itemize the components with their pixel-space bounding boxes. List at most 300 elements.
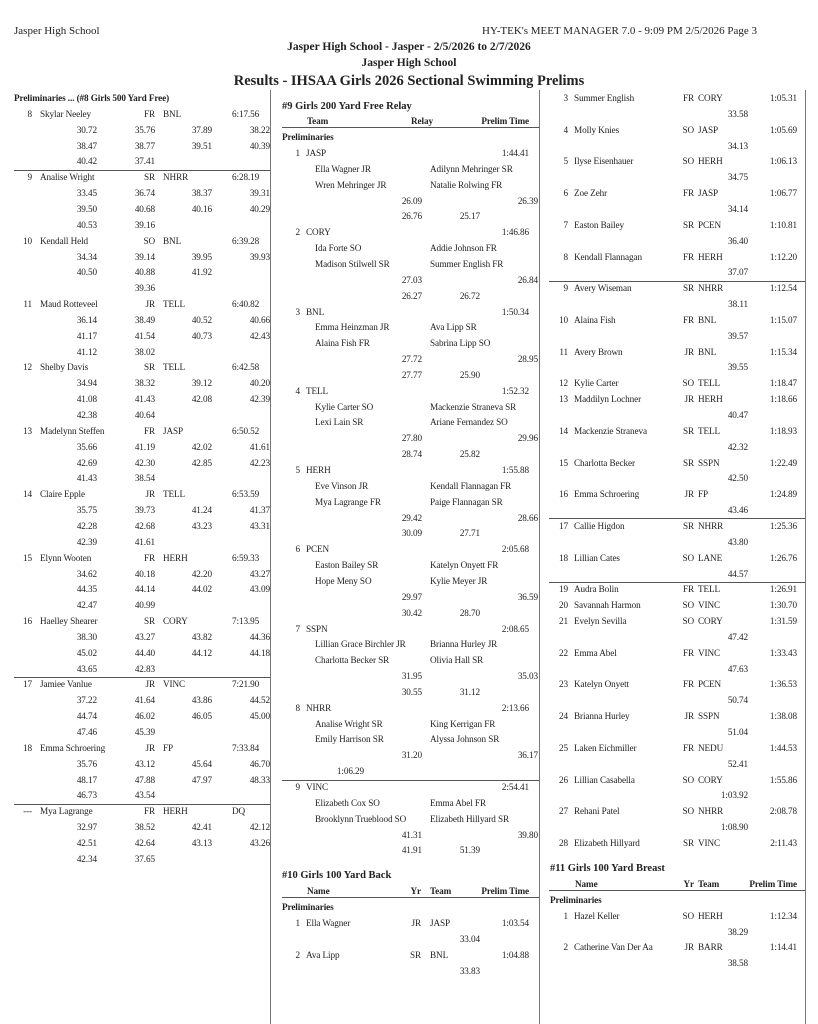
relay-team: TELL xyxy=(306,385,329,396)
split-time: 39.73 xyxy=(134,505,155,516)
split-time: 36.74 xyxy=(134,188,155,199)
separator-line xyxy=(549,518,805,519)
split-time: 31.12 xyxy=(459,686,480,697)
split-time: 37.41 xyxy=(134,156,155,167)
split-time: 44.36 xyxy=(249,631,270,642)
swimmer-name: Mackenzie Straneva xyxy=(574,425,647,436)
prelim-time: 1:38.08 xyxy=(769,711,797,722)
prelim-time: 1:12.34 xyxy=(769,910,797,921)
split-time: 43.31 xyxy=(249,520,270,531)
relay-time: 2:54.41 xyxy=(501,782,529,792)
prelim-time: 1:22.49 xyxy=(769,457,797,468)
team-code: CORY xyxy=(163,616,188,627)
split-time: 31.20 xyxy=(401,750,422,761)
split-time: 47.63 xyxy=(727,663,748,674)
team-code: TELL xyxy=(698,584,721,595)
relay-swimmer: Emma Abel FR xyxy=(430,797,486,808)
split-time: 42.34 xyxy=(76,853,97,864)
split-time: 40.64 xyxy=(134,410,155,420)
place: 2 xyxy=(563,942,568,953)
split-time: 42.30 xyxy=(134,457,155,468)
split-time: 42.41 xyxy=(191,822,212,833)
split-time: 45.64 xyxy=(191,758,212,769)
swimmer-year: JR xyxy=(145,489,155,500)
relay-time: 2:08.65 xyxy=(501,623,529,634)
place: 14 xyxy=(23,489,32,500)
split-time: 38.52 xyxy=(134,822,155,833)
team-code: CORY xyxy=(698,93,723,103)
split-time: 39.80 xyxy=(517,829,538,840)
team-code: HERH xyxy=(163,806,188,817)
place: 11 xyxy=(559,346,568,357)
split-time: 43.27 xyxy=(134,631,155,642)
place: 24 xyxy=(559,711,568,722)
prelim-time: 1:26.76 xyxy=(769,552,797,563)
split-time: 41.24 xyxy=(191,505,212,516)
team-code: TELL xyxy=(163,489,186,500)
prelim-time: 7:13.95 xyxy=(232,616,260,627)
split-time: 38.22 xyxy=(249,124,270,135)
swimmer-name: Savannah Harmon xyxy=(574,600,641,611)
header-underline xyxy=(549,890,805,891)
swimmer-year: SO xyxy=(682,600,694,611)
relay-swimmer: Analise Wright SR xyxy=(315,718,383,729)
split-time: 34.14 xyxy=(727,203,748,214)
split-time: 44.35 xyxy=(76,584,97,595)
split-time: 41.61 xyxy=(249,441,270,452)
swimmer-year: FR xyxy=(682,314,694,325)
team-code: LANE xyxy=(698,552,723,563)
relay-team: NHRR xyxy=(306,702,332,713)
relay-swimmer: King Kerrigan FR xyxy=(430,718,496,729)
team-code: HERH xyxy=(698,251,723,262)
split-time: 42.28 xyxy=(76,520,97,531)
split-time: 43.26 xyxy=(249,837,270,848)
split-time: 36.59 xyxy=(517,591,538,602)
split-time: 33.83 xyxy=(459,965,480,976)
split-time: 34.62 xyxy=(76,568,97,579)
split-time: 37.22 xyxy=(76,695,97,706)
swimmer-name: Lillian Cates xyxy=(574,552,620,563)
swimmer-year: SO xyxy=(682,124,694,135)
swimmer-name: Mya Lagrange xyxy=(40,806,93,817)
split-time: 44.40 xyxy=(134,647,155,658)
split-time: 42.43 xyxy=(249,330,270,341)
place: 15 xyxy=(23,552,32,563)
relay-time: 1:55.88 xyxy=(501,465,529,475)
place: 7 xyxy=(295,623,300,634)
split-time: 41.08 xyxy=(76,394,97,405)
swimmer-name: Zoe Zehr xyxy=(574,188,608,199)
relay-time: 1:46.86 xyxy=(501,227,529,238)
column-header-yr: Yr xyxy=(410,886,421,897)
split-time: 41.92 xyxy=(191,267,212,278)
split-time: 33.58 xyxy=(727,108,748,119)
column-header-name: Name xyxy=(575,878,598,889)
split-time: 40.42 xyxy=(76,156,97,167)
swimmer-name: Callie Higdon xyxy=(574,520,625,531)
swimmer-year: SR xyxy=(682,219,694,230)
split-time: 48.33 xyxy=(249,774,270,785)
prelim-time: 1:15.07 xyxy=(769,314,797,325)
split-time: 30.55 xyxy=(401,686,422,697)
split-time: 47.97 xyxy=(191,774,212,785)
prelim-time: 6:39.28 xyxy=(232,235,260,246)
relay-swimmer: Ella Wagner JR xyxy=(315,163,371,174)
team-code: NHRR xyxy=(163,172,189,183)
split-time: 1:06.29 xyxy=(336,766,364,777)
swimmer-year: FR xyxy=(682,251,694,262)
event-title: #10 Girls 100 Yard Back xyxy=(282,870,392,882)
split-time: 43.23 xyxy=(191,520,212,531)
section-label: Preliminaries xyxy=(550,894,602,905)
relay-swimmer: Adilynn Mehringer SR xyxy=(430,163,513,174)
column-divider-2 xyxy=(539,90,540,1024)
swimmer-year: JR xyxy=(411,918,421,929)
split-time: 39.57 xyxy=(727,330,748,341)
team-code: TELL xyxy=(698,378,721,389)
swimmer-name: Skylar Neeley xyxy=(40,108,91,119)
split-time: 26.39 xyxy=(517,195,538,206)
swimmer-name: Evelyn Sevilla xyxy=(574,616,627,627)
place: 18 xyxy=(559,552,568,563)
prelim-time: 6:28.19 xyxy=(232,172,260,183)
split-time: 40.18 xyxy=(134,568,155,579)
prelim-time: 1:15.34 xyxy=(769,346,797,357)
relay-swimmer: Brooklynn Trueblood SO xyxy=(315,813,407,824)
split-time: 40.20 xyxy=(249,378,270,389)
prelim-time: 1:12.20 xyxy=(769,251,797,262)
prelim-time: 1:18.66 xyxy=(769,394,797,405)
swimmer-year: SR xyxy=(409,949,421,960)
split-time: 41.19 xyxy=(134,441,155,452)
swimmer-name: Brianna Hurley xyxy=(574,711,630,722)
place: 16 xyxy=(23,616,32,627)
split-time: 27.80 xyxy=(401,433,422,444)
place: 27 xyxy=(559,806,568,817)
split-time: 37.65 xyxy=(134,853,155,864)
split-time: 26.84 xyxy=(517,274,538,285)
swimmer-year: SO xyxy=(682,774,694,785)
split-time: 42.64 xyxy=(134,837,155,848)
split-time: 25.90 xyxy=(459,369,480,380)
swimmer-year: SR xyxy=(682,837,694,848)
relay-swimmer: Emma Heinzman JR xyxy=(315,322,390,333)
split-time: 28.95 xyxy=(517,354,538,365)
prelim-time: 1:18.47 xyxy=(769,378,797,389)
relay-swimmer: Kylie Meyer JR xyxy=(430,575,488,586)
event-continued-label: Preliminaries ... (#8 Girls 500 Yard Free) xyxy=(14,93,170,103)
relay-time: 2:05.68 xyxy=(501,544,529,555)
split-time: 41.12 xyxy=(76,346,97,357)
split-time: 40.39 xyxy=(249,140,270,151)
swimmer-year: SO xyxy=(682,616,694,627)
split-time: 41.54 xyxy=(134,330,155,341)
place: 10 xyxy=(559,314,568,325)
swimmer-year: SR xyxy=(682,457,694,468)
relay-swimmer: Summer English FR xyxy=(430,258,504,269)
relay-swimmer: Ava Lipp SR xyxy=(430,322,477,333)
team-code: JASP xyxy=(698,124,719,135)
split-time: 43.13 xyxy=(191,837,212,848)
team-code: BARR xyxy=(698,942,723,953)
split-time: 30.09 xyxy=(401,528,422,539)
split-time: 41.37 xyxy=(249,505,270,516)
swimmer-name: Kendall Held xyxy=(40,235,89,246)
relay-swimmer: Eve Vinson JR xyxy=(315,480,369,491)
split-time: 35.66 xyxy=(76,441,97,452)
swimmer-name: Alaina Fish xyxy=(574,314,616,325)
prelim-time: 6:40.82 xyxy=(232,299,260,310)
team-code: BNL xyxy=(163,235,182,246)
prelim-time: 6:50.52 xyxy=(232,425,260,436)
relay-swimmer: Ariane Fernandez SO xyxy=(430,417,508,428)
split-time: 41.91 xyxy=(401,845,422,856)
swimmer-year: JR xyxy=(684,489,694,500)
split-time: 28.74 xyxy=(401,449,422,460)
prelim-time: 1:03.54 xyxy=(501,918,529,929)
split-time: 43.80 xyxy=(727,536,748,547)
swimmer-name: Ava Lipp xyxy=(306,949,340,960)
prelim-time: 1:26.91 xyxy=(769,584,797,595)
place: 15 xyxy=(559,457,568,468)
split-time: 33.04 xyxy=(459,933,480,944)
place: 25 xyxy=(559,742,568,753)
column-header-name: Name xyxy=(307,886,330,897)
swimmer-name: Avery Wiseman xyxy=(574,283,632,294)
split-time: 51.04 xyxy=(727,727,748,737)
team-code: HERH xyxy=(698,910,723,921)
swimmer-name: Elynn Wooten xyxy=(40,552,92,563)
split-time: 40.99 xyxy=(134,600,155,611)
split-time: 43.82 xyxy=(191,631,212,642)
split-time: 27.03 xyxy=(401,274,422,285)
prelim-time: 1:30.70 xyxy=(769,600,797,611)
team-code: BNL xyxy=(698,314,717,325)
split-time: 43.86 xyxy=(191,695,212,706)
place: 6 xyxy=(563,188,568,199)
split-time: 41.17 xyxy=(76,330,97,341)
split-time: 28.70 xyxy=(459,607,480,618)
split-time: 26.27 xyxy=(401,290,422,301)
swimmer-year: FR xyxy=(682,188,694,199)
swimmer-name: Kylie Carter xyxy=(574,378,619,389)
split-time: 40.73 xyxy=(191,330,212,341)
split-time: 38.49 xyxy=(134,314,155,325)
split-time: 30.42 xyxy=(401,607,422,618)
split-time: 48.17 xyxy=(76,774,97,785)
swimmer-name: Charlotta Becker xyxy=(574,457,635,468)
swimmer-name: Elizabeth Hillyard xyxy=(574,837,640,848)
split-time: 46.73 xyxy=(76,790,97,801)
swimmer-year: JR xyxy=(145,299,155,310)
place: 28 xyxy=(559,837,568,848)
team-code: TELL xyxy=(163,362,186,373)
split-time: 42.83 xyxy=(134,663,155,674)
split-time: 40.47 xyxy=(727,410,748,420)
split-time: 26.76 xyxy=(401,211,422,222)
swimmer-name: Haelley Shearer xyxy=(40,616,98,627)
split-time: 38.54 xyxy=(134,473,155,484)
prelim-time: 1:12.54 xyxy=(769,283,797,294)
split-time: 46.05 xyxy=(191,711,212,722)
column-divider-1 xyxy=(270,90,271,1024)
split-time: 35.75 xyxy=(76,505,97,516)
split-time: 38.29 xyxy=(727,926,748,937)
swimmer-name: Maud Rotteveel xyxy=(40,299,98,310)
team-code: VINC xyxy=(698,600,721,611)
split-time: 42.38 xyxy=(76,410,97,420)
team-code: BNL xyxy=(698,346,717,357)
results-title: Results - IHSAA Girls 2026 Sectional Swimming Prelims xyxy=(233,73,585,89)
team-code: FP xyxy=(698,489,709,500)
prelim-time: 7:21.90 xyxy=(232,679,260,690)
place: 19 xyxy=(559,584,568,595)
place: 13 xyxy=(559,394,568,405)
swimmer-name: Emma Schroering xyxy=(574,489,640,500)
prelim-time: 1:31.59 xyxy=(769,616,797,627)
split-time: 36.40 xyxy=(727,235,748,246)
prelim-time: 1:18.93 xyxy=(769,425,797,436)
place: 8 xyxy=(27,108,32,119)
split-time: 34.13 xyxy=(727,140,748,151)
swimmer-name: Lillian Casabella xyxy=(574,774,635,785)
place: 8 xyxy=(295,702,300,713)
relay-swimmer: Kylie Carter SO xyxy=(315,401,374,412)
team-code: CORY xyxy=(698,774,723,785)
swimmer-year: JR xyxy=(684,394,694,405)
split-time: 41.43 xyxy=(76,473,97,484)
swimmer-year: FR xyxy=(143,108,155,119)
split-time: 26.72 xyxy=(459,290,480,301)
prelim-time: 1:24.89 xyxy=(769,489,797,500)
team-code: VINC xyxy=(163,679,186,690)
prelim-time: 7:33.84 xyxy=(232,742,260,753)
software-info: HY-TEK's MEET MANAGER 7.0 - 9:09 PM 2/5/2026 Page 3 xyxy=(482,25,757,37)
split-time: 38.58 xyxy=(727,958,748,969)
split-time: 42.47 xyxy=(76,600,97,611)
prelim-time: 1:25.36 xyxy=(769,520,797,531)
team-code: CORY xyxy=(698,616,723,627)
swimmer-year: FR xyxy=(682,584,694,595)
swimmer-name: Summer English xyxy=(574,93,635,103)
event-title: #11 Girls 100 Yard Breast xyxy=(550,862,665,874)
swimmer-year: SO xyxy=(682,378,694,389)
split-time: 35.76 xyxy=(76,758,97,769)
prelim-time: 1:06.13 xyxy=(769,156,797,167)
swimmer-name: Avery Brown xyxy=(574,346,623,357)
split-time: 40.52 xyxy=(191,314,212,325)
team-code: TELL xyxy=(163,299,186,310)
place: 8 xyxy=(563,251,568,262)
team-code: HERH xyxy=(698,394,723,405)
swimmer-name: Analise Wright xyxy=(40,172,95,183)
split-time: 25.17 xyxy=(459,211,480,222)
prelim-time: 1:05.69 xyxy=(769,124,797,135)
swimmer-year: JR xyxy=(684,711,694,722)
place: --- xyxy=(23,806,32,817)
prelim-time: 6:53.59 xyxy=(232,489,260,500)
column-header-relay: Relay xyxy=(411,116,433,126)
split-time: 39.14 xyxy=(134,251,155,262)
swimmer-name: Ella Wagner xyxy=(306,918,351,929)
split-time: 41.64 xyxy=(134,695,155,706)
place: 4 xyxy=(563,124,568,135)
prelim-time: 1:14.41 xyxy=(769,942,797,953)
split-time: 40.68 xyxy=(134,203,155,214)
prelim-time: 1:10.81 xyxy=(769,219,797,230)
swimmer-name: Hazel Keller xyxy=(574,910,620,921)
prelim-time: 1:06.77 xyxy=(769,188,797,199)
relay-team: HERH xyxy=(306,465,331,475)
split-time: 38.77 xyxy=(134,140,155,151)
relay-swimmer: Hope Meny SO xyxy=(315,575,372,586)
split-time: 33.45 xyxy=(76,188,97,199)
place: 2 xyxy=(295,949,300,960)
split-time: 39.12 xyxy=(191,378,212,389)
place: 17 xyxy=(559,520,568,531)
split-time: 38.30 xyxy=(76,631,97,642)
swimmer-name: Molly Knies xyxy=(574,124,620,135)
swimmer-name: Kendall Flannagan xyxy=(574,251,642,262)
place: 3 xyxy=(563,93,568,103)
relay-swimmer: Olivia Hall SR xyxy=(430,655,484,666)
split-time: 42.85 xyxy=(191,457,212,468)
split-time: 40.88 xyxy=(134,267,155,278)
team-code: VINC xyxy=(698,647,721,658)
relay-swimmer: Alyssa Johnson SR xyxy=(430,734,500,745)
split-time: 45.39 xyxy=(134,727,155,737)
prelim-time: 6:59.33 xyxy=(232,552,260,563)
split-time: 37.89 xyxy=(191,124,212,135)
place: 12 xyxy=(559,378,568,389)
split-time: 45.02 xyxy=(76,647,97,658)
relay-time: 1:52.32 xyxy=(501,385,529,396)
team-code: NHRR xyxy=(698,806,724,817)
relay-swimmer: Easton Bailey SR xyxy=(315,560,379,571)
team-code: JASP xyxy=(430,918,451,929)
split-time: 28.66 xyxy=(517,512,538,523)
split-time: 40.16 xyxy=(191,203,212,214)
split-time: 25.82 xyxy=(459,449,480,460)
relay-swimmer: Sabrina Lipp SO xyxy=(430,338,491,349)
swimmer-year: JR xyxy=(145,742,155,753)
place: 1 xyxy=(295,918,300,929)
place: 23 xyxy=(559,679,568,690)
split-time: 42.02 xyxy=(191,441,212,452)
swimmer-name: Shelby Davis xyxy=(40,362,89,373)
place: 14 xyxy=(559,425,568,436)
split-time: 29.42 xyxy=(401,512,422,523)
swimmer-year: SO xyxy=(682,806,694,817)
team-code: PCEN xyxy=(698,679,722,690)
relay-time: 2:13.66 xyxy=(501,702,529,713)
split-time: 52.41 xyxy=(727,758,748,769)
header-underline xyxy=(282,127,539,128)
split-time: 26.09 xyxy=(401,195,422,206)
swimmer-name: Maddilyn Lochner xyxy=(574,394,642,405)
relay-swimmer: Katelyn Onyett FR xyxy=(430,560,499,571)
relay-time: 1:50.34 xyxy=(501,306,529,317)
split-time: 43.27 xyxy=(249,568,270,579)
swimmer-year: SO xyxy=(143,235,155,246)
prelim-time: 1:36.53 xyxy=(769,679,797,690)
split-time: 40.29 xyxy=(249,203,270,214)
split-time: 40.53 xyxy=(76,219,97,230)
split-time: 32.97 xyxy=(76,822,97,833)
split-time: 42.39 xyxy=(76,536,97,547)
split-time: 34.94 xyxy=(76,378,97,389)
